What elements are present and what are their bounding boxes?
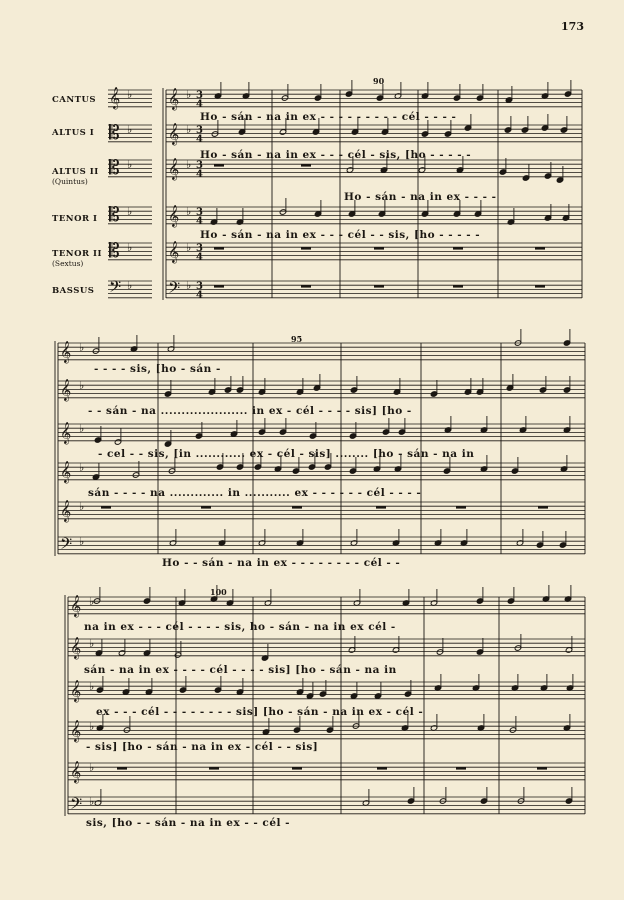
note: [453, 84, 460, 101]
rest-icon: [301, 164, 311, 166]
note: [511, 674, 518, 691]
rest-icon: [292, 767, 302, 769]
clef-icon: 𝄞: [60, 379, 72, 401]
time-signature-top: 3: [196, 160, 203, 171]
clef-icon: 𝄞: [168, 123, 180, 145]
voice-label-cantus: CANTUS: [52, 95, 97, 105]
incipit-clef-icon: 𝄢: [109, 278, 122, 300]
note: [296, 378, 303, 395]
note: [476, 587, 483, 604]
note: [516, 529, 523, 546]
clef-icon: 𝄞: [60, 461, 72, 483]
note: [476, 378, 483, 395]
note: [230, 420, 237, 437]
note: [565, 636, 572, 653]
voice-label-tenor-1: TENOR I: [52, 214, 98, 224]
flat-icon: ♭: [89, 680, 95, 693]
note: [262, 718, 269, 735]
voice-label-tenor-2: TENOR II: [52, 249, 102, 259]
flat-icon: ♭: [89, 595, 95, 608]
flat-icon: ♭: [79, 461, 85, 474]
lyric-s1-altus-1: Ho - sán - na in ex - - - cél - sis, [ho - - - - -: [200, 149, 472, 161]
note: [145, 678, 152, 695]
note: [208, 378, 215, 395]
note: [434, 674, 441, 691]
rest-icon: [535, 247, 545, 249]
note: [350, 376, 357, 393]
note: [477, 714, 484, 731]
lyric-s2-bassus: Ho - - sán - na in ex - - - - - - - - cél - -: [162, 557, 401, 569]
lyric-s2-altus-2: - cel - - sis, [in ............ ex - cél - sis] ........ [ho - sán - na in: [98, 448, 475, 460]
note: [179, 676, 186, 693]
note: [349, 422, 356, 439]
note: [236, 208, 243, 225]
note: [392, 636, 399, 653]
note: [258, 529, 265, 546]
rest-icon: [377, 767, 387, 769]
note: [444, 416, 451, 433]
note: [164, 380, 171, 397]
note: [319, 680, 326, 697]
clef-icon: 𝄞: [70, 761, 82, 783]
clef-icon: 𝄞: [70, 637, 82, 659]
note: [224, 376, 231, 393]
rest-icon: [117, 767, 127, 769]
note: [242, 82, 249, 99]
note: [514, 329, 521, 346]
rest-icon: [292, 506, 302, 508]
s3-staff-4: [68, 763, 585, 780]
note: [539, 376, 546, 393]
rest-icon: [374, 247, 384, 249]
clef-icon: 𝄞: [60, 422, 72, 444]
note: [309, 422, 316, 439]
note: [563, 329, 570, 346]
note: [314, 84, 321, 101]
note: [313, 374, 320, 391]
note: [392, 529, 399, 546]
lyric-s3-altus-1: sán - na in ex - - - - cél - - - - sis] [ho - sán - na in: [84, 664, 397, 676]
rest-icon: [201, 506, 211, 508]
note: [460, 529, 467, 546]
flat-icon: ♭: [89, 637, 95, 650]
flat-icon: ♭: [127, 123, 133, 136]
note: [210, 208, 217, 225]
note: [514, 634, 521, 651]
note: [279, 418, 286, 435]
time-signature-top: 3: [196, 90, 203, 101]
note: [562, 204, 569, 221]
voice-label-bassus: BASSUS: [52, 286, 95, 296]
note: [296, 529, 303, 546]
note: [434, 529, 441, 546]
flat-icon: ♭: [186, 158, 192, 171]
note: [258, 418, 265, 435]
note: [430, 714, 437, 731]
note: [402, 589, 409, 606]
note: [394, 82, 401, 99]
rest-icon: [456, 506, 466, 508]
s1-staff-0: [166, 90, 582, 107]
note: [536, 531, 543, 548]
time-signature-top: 3: [196, 207, 203, 218]
clef-icon: 𝄞: [168, 241, 180, 263]
flat-icon: ♭: [186, 241, 192, 254]
note: [563, 376, 570, 393]
note: [143, 587, 150, 604]
s2-staff-5: [58, 537, 585, 554]
time-signature-bottom: 4: [196, 99, 203, 110]
note: [541, 82, 548, 99]
note: [436, 638, 443, 655]
note: [439, 787, 446, 804]
rest-icon: [538, 506, 548, 508]
rest-icon: [376, 506, 386, 508]
clef-icon: 𝄢: [168, 279, 181, 301]
note: [505, 86, 512, 103]
s1-staff-5: [166, 281, 582, 298]
voice-label-altus-2: ALTUS II: [52, 167, 99, 177]
note: [93, 587, 100, 604]
clef-icon: 𝄞: [168, 158, 180, 180]
note: [480, 787, 487, 804]
note: [362, 789, 369, 806]
note: [507, 587, 514, 604]
s2-staff-1: [58, 381, 585, 398]
rest-icon: [453, 247, 463, 249]
note: [560, 455, 567, 472]
s1-staff-2: [166, 160, 582, 177]
note: [541, 114, 548, 131]
note: [398, 418, 405, 435]
note: [348, 636, 355, 653]
note: [122, 678, 129, 695]
note: [130, 335, 137, 352]
flat-icon: ♭: [89, 761, 95, 774]
rest-icon: [374, 285, 384, 287]
rest-icon: [214, 285, 224, 287]
clef-icon: 𝄢: [70, 795, 83, 817]
rest-icon: [214, 164, 224, 166]
time-signature-top: 3: [196, 243, 203, 254]
time-signature-bottom: 4: [196, 134, 203, 145]
note: [314, 200, 321, 217]
clef-icon: 𝄞: [70, 680, 82, 702]
s1-staff-1: [166, 125, 582, 142]
incipit-clef-icon: 𝄡: [109, 122, 120, 144]
note: [511, 457, 518, 474]
note: [195, 422, 202, 439]
note: [499, 158, 506, 175]
note: [261, 644, 268, 661]
note: [472, 674, 479, 691]
note: [540, 674, 547, 691]
s1-staff-4: [166, 243, 582, 260]
flat-icon: ♭: [127, 241, 133, 254]
note: [566, 674, 573, 691]
note: [542, 585, 549, 602]
lyric-s1-cantus: Ho - sán - na in ex - - - - - - - - - cél - - - -: [200, 111, 457, 123]
clef-icon: 𝄢: [60, 535, 73, 557]
clef-icon: 𝄞: [168, 88, 180, 110]
rest-icon: [301, 247, 311, 249]
s3-staff-5: [68, 797, 585, 814]
rest-icon: [537, 767, 547, 769]
flat-icon: ♭: [79, 341, 85, 354]
s3-staff-2: [68, 682, 585, 699]
flat-icon: ♭: [127, 205, 133, 218]
flat-icon: ♭: [79, 379, 85, 392]
incipit-clef-icon: 𝄞: [109, 87, 121, 109]
flat-icon: ♭: [186, 88, 192, 101]
note: [393, 378, 400, 395]
time-signature-bottom: 4: [196, 290, 203, 301]
lyric-s3-altus-2: ex - - - cél - - - - - - - - sis] [ho - sán - na in ex - cél -: [96, 706, 424, 718]
rest-icon: [101, 506, 111, 508]
note: [353, 589, 360, 606]
note: [326, 716, 333, 733]
incipit-clef-icon: 𝄡: [109, 157, 120, 179]
note: [564, 585, 571, 602]
voice-sublabel-altus-2: (Quintus): [52, 177, 88, 186]
note: [218, 529, 225, 546]
note: [464, 114, 471, 131]
note: [376, 84, 383, 101]
rest-icon: [456, 767, 466, 769]
lyric-s3-bassus: sis, [ho - - sán - na in ex - - cél -: [86, 817, 290, 829]
note: [430, 589, 437, 606]
note: [421, 82, 428, 99]
s2-staff-4: [58, 502, 585, 519]
lyric-s3-tenor-1: - sis] [ho - sán - na in ex - cél - - sis]: [86, 741, 319, 753]
note: [564, 80, 571, 97]
note: [476, 84, 483, 101]
time-signature-bottom: 4: [196, 169, 203, 180]
measure-number-90: 90: [373, 76, 385, 86]
measure-number-95: 95: [291, 334, 303, 344]
flat-icon: ♭: [186, 279, 192, 292]
note: [296, 678, 303, 695]
lyric-s3-cantus: na in ex - - - cél - - - - sis, ho - sán - na in ex cél -: [84, 621, 396, 633]
note: [350, 529, 357, 546]
lyric-s2-cantus: - - - - sis, [ho - sán -: [94, 363, 221, 375]
time-signature-bottom: 4: [196, 216, 203, 227]
note: [236, 376, 243, 393]
rest-icon: [214, 247, 224, 249]
note: [264, 589, 271, 606]
note: [464, 378, 471, 395]
flat-icon: ♭: [186, 205, 192, 218]
flat-icon: ♭: [127, 88, 133, 101]
clef-icon: 𝄞: [60, 341, 72, 363]
s1-staff-3: [166, 207, 582, 224]
note: [407, 787, 414, 804]
flat-icon: ♭: [79, 422, 85, 435]
note: [506, 374, 513, 391]
note: [94, 789, 101, 806]
clef-icon: 𝄞: [70, 595, 82, 617]
rest-icon: [209, 767, 219, 769]
time-signature-bottom: 4: [196, 252, 203, 263]
note: [430, 380, 437, 397]
flat-icon: ♭: [79, 535, 85, 548]
clef-icon: 𝄞: [168, 205, 180, 227]
note: [226, 589, 233, 606]
note: [563, 714, 570, 731]
note: [517, 787, 524, 804]
s2-staff-2: [58, 424, 585, 441]
flat-icon: ♭: [186, 123, 192, 136]
voice-label-altus-1: ALTUS I: [52, 128, 95, 138]
note: [167, 335, 174, 352]
rest-icon: [535, 285, 545, 287]
rest-icon: [301, 285, 311, 287]
note: [565, 787, 572, 804]
rest-icon: [453, 285, 463, 287]
time-signature-top: 3: [196, 125, 203, 136]
note: [214, 676, 221, 693]
note: [544, 204, 551, 221]
note: [214, 82, 221, 99]
note: [507, 208, 514, 225]
time-signature-top: 3: [196, 281, 203, 292]
note: [169, 529, 176, 546]
lyric-s2-altus-1: - - sán - na ..................... in ex - cél - - - - sis] [ho -: [88, 405, 412, 417]
flat-icon: ♭: [127, 279, 133, 292]
note: [563, 416, 570, 433]
note: [559, 531, 566, 548]
lyric-s2-tenor-1: sán - - - - na ............. in ........... ex - - - - - - cél - - - -: [88, 487, 422, 499]
lyric-s1-tenor-1: Ho - sán - na in ex - - - cél - - sis, [ho - - - - -: [200, 229, 481, 241]
note: [480, 455, 487, 472]
lyric-s1-altus-2: Ho - sán - na in ex - - - -: [344, 191, 497, 203]
clef-icon: 𝄞: [70, 720, 82, 742]
note: [404, 680, 411, 697]
note: [293, 716, 300, 733]
note: [476, 638, 483, 655]
note: [345, 80, 352, 97]
note: [236, 678, 243, 695]
note: [96, 676, 103, 693]
note: [178, 589, 185, 606]
flat-icon: ♭: [89, 795, 95, 808]
incipit-clef-icon: 𝄡: [109, 240, 120, 262]
note: [258, 378, 265, 395]
flat-icon: ♭: [79, 500, 85, 513]
flat-icon: ♭: [127, 158, 133, 171]
note: [519, 416, 526, 433]
flat-icon: ♭: [89, 720, 95, 733]
measure-number-100: 100: [210, 587, 227, 597]
page-number: 173: [561, 20, 584, 33]
note: [480, 416, 487, 433]
clef-icon: 𝄞: [60, 500, 72, 522]
incipit-clef-icon: 𝄡: [109, 204, 120, 226]
note: [382, 418, 389, 435]
voice-sublabel-tenor-2: (Sextus): [52, 259, 84, 268]
